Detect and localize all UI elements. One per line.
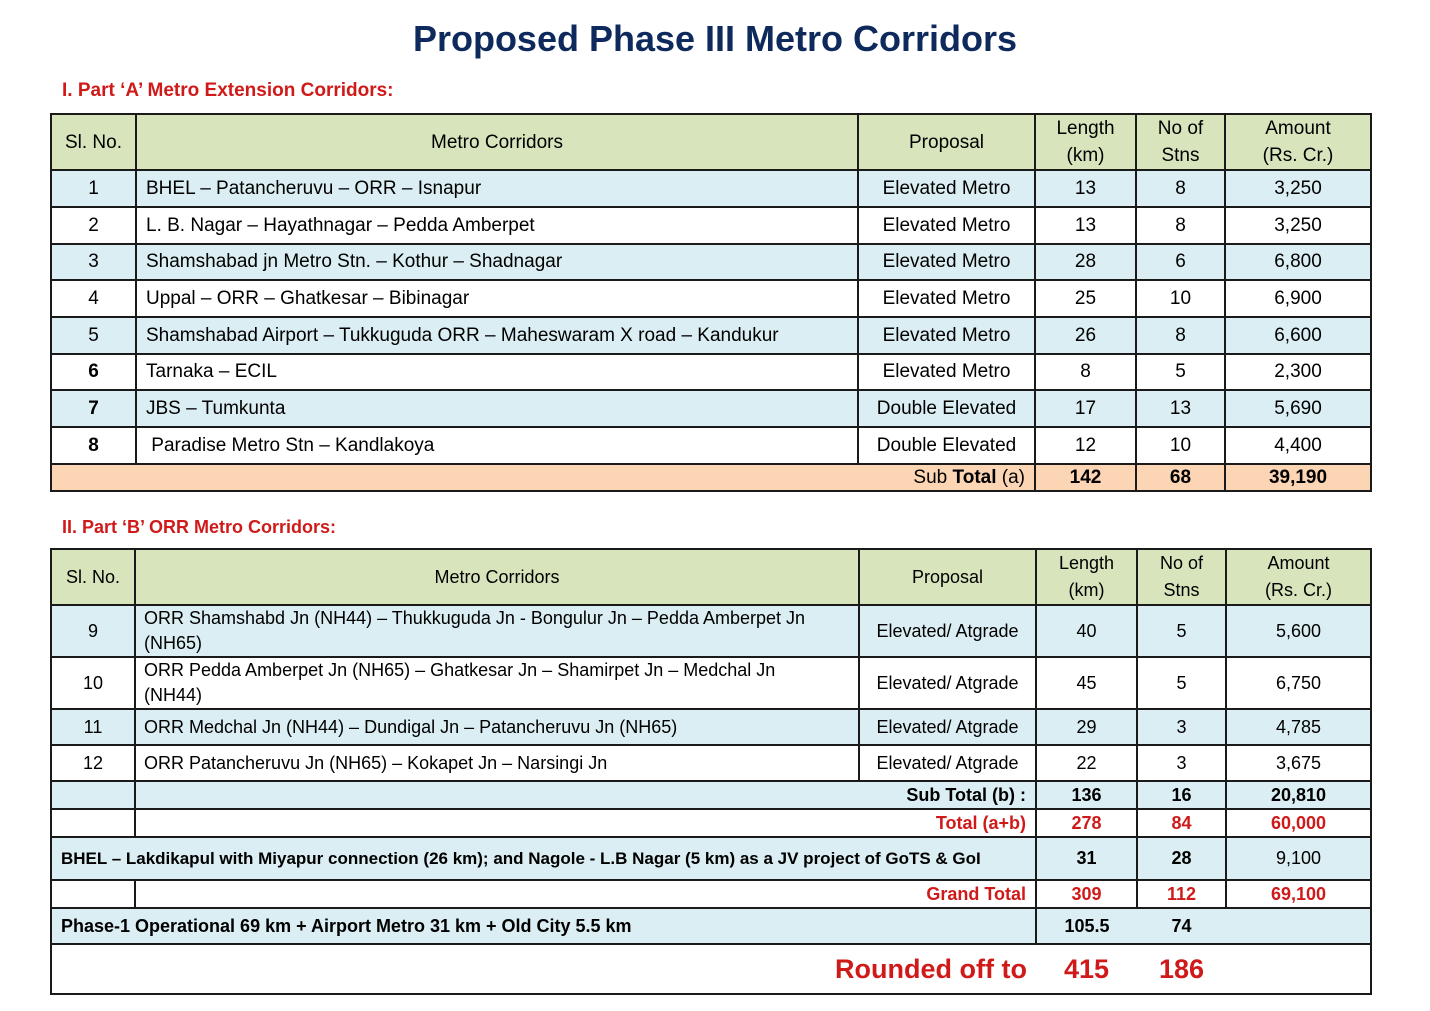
cell-sl: 2	[51, 207, 136, 244]
cell-sl: 1	[51, 170, 136, 207]
total-ab-label: Total (a+b)	[135, 809, 1036, 837]
cell-amount: 4,785	[1226, 709, 1371, 745]
cell-stns: 8	[1136, 207, 1225, 244]
subtotal-b-length: 136	[1036, 781, 1137, 809]
cell-proposal: Elevated Metro	[858, 280, 1035, 317]
cell-length: 29	[1036, 709, 1137, 745]
header-sl: Sl. No.	[51, 549, 135, 605]
cell-stns: 3	[1137, 709, 1226, 745]
header-length-line2: (km)	[1066, 145, 1105, 166]
cell-length: 26	[1035, 317, 1136, 354]
table-row	[51, 390, 1371, 427]
cell-length: 12	[1035, 427, 1136, 464]
cell-proposal: Elevated Metro	[858, 244, 1035, 280]
header-amount-line2: (Rs. Cr.)	[1265, 580, 1332, 600]
cell-corridor: BHEL – Patancheruvu – ORR – Isnapur	[136, 170, 858, 207]
header-length	[1036, 549, 1137, 605]
cell-proposal: Elevated/ Atgrade	[859, 605, 1036, 657]
cell-amount: 3,250	[1225, 207, 1371, 244]
rounded-label: Rounded off to	[51, 944, 1036, 994]
cell-proposal: Elevated Metro	[858, 354, 1035, 390]
cell-stns: 6	[1136, 244, 1225, 280]
header-stns-line2: Stns	[1163, 580, 1200, 600]
table-row	[51, 657, 1371, 709]
table-row	[51, 207, 1371, 244]
cell-corridor	[135, 605, 859, 657]
cell-length: 22	[1036, 745, 1137, 781]
cell-sl: 5	[51, 317, 136, 354]
cell-length: 13	[1035, 170, 1136, 207]
cell-corridor: Paradise Metro Stn – Kandlakoya	[136, 427, 858, 464]
cell-corridor: Uppal – ORR – Ghatkesar – Bibinagar	[136, 280, 858, 317]
page-title: Proposed Phase III Metro Corridors	[412, 18, 1018, 59]
cell-amount: 3,675	[1226, 745, 1371, 781]
header-corridors: Metro Corridors	[136, 114, 858, 170]
cell-corridor: JBS – Tumkunta	[136, 390, 858, 427]
header-stns-line2: Stns	[1161, 145, 1200, 166]
jv-project-stns: 28	[1137, 837, 1226, 880]
cell-stns: 5	[1136, 354, 1225, 390]
phase1-length: 105.5	[1036, 908, 1137, 944]
cell-length: 8	[1035, 354, 1136, 390]
grand-total-label: Grand Total	[135, 880, 1036, 908]
jv-project-row	[51, 837, 1371, 880]
cell-proposal: Elevated Metro	[858, 207, 1035, 244]
cell-corridor-line2: (NH44)	[144, 685, 203, 705]
cell-stns: 10	[1136, 280, 1225, 317]
table-row	[51, 605, 1371, 657]
subtotal-a-label	[51, 464, 1035, 491]
cell-stns: 8	[1136, 317, 1225, 354]
cell-corridor: ORR Patancheruvu Jn (NH65) – Kokapet Jn – Narsingi Jn	[135, 745, 859, 781]
cell-amount: 5,600	[1226, 605, 1371, 657]
phase1-amount-empty	[1226, 908, 1371, 944]
jv-project-length: 31	[1036, 837, 1137, 880]
header-proposal: Proposal	[859, 549, 1036, 605]
grand-total-row	[51, 880, 1371, 908]
cell-amount: 6,600	[1225, 317, 1371, 354]
cell-sl: 4	[51, 280, 136, 317]
header-stns-line1: No of	[1159, 553, 1204, 573]
cell-proposal: Double Elevated	[858, 390, 1035, 427]
phase1-row	[51, 908, 1371, 944]
table-row	[51, 280, 1371, 317]
table-row	[51, 745, 1371, 781]
cell-proposal: Elevated/ Atgrade	[859, 709, 1036, 745]
cell-corridor-line1: ORR Pedda Amberpet Jn (NH65) – Ghatkesar Jn – Shamirpet Jn – Medchal Jn	[144, 660, 776, 680]
cell-sl: 10	[51, 657, 135, 709]
total-ab-length: 278	[1036, 809, 1137, 837]
subtotal-b-amount: 20,810	[1226, 781, 1371, 809]
header-amount-line1: Amount	[1265, 118, 1331, 139]
cell-length: 25	[1035, 280, 1136, 317]
cell-stns: 5	[1137, 605, 1226, 657]
jv-project-label: BHEL – Lakdikapul with Miyapur connection (26 km); and Nagole - L.B Nagar (5 km) as a JV project of GoTS & GoI	[51, 837, 1036, 880]
cell-corridor: L. B. Nagar – Hayathnagar – Pedda Amberpet	[136, 207, 858, 244]
cell-sl: 12	[51, 745, 135, 781]
cell-amount: 6,800	[1225, 244, 1371, 280]
cell-stns: 13	[1136, 390, 1225, 427]
cell-amount: 2,300	[1225, 354, 1371, 390]
subtotal-b-stns: 16	[1137, 781, 1226, 809]
total-ab-spacer	[51, 809, 135, 837]
phase1-label: Phase-1 Operational 69 km + Airport Metro 31 km + Old City 5.5 km	[51, 908, 1036, 944]
cell-length: 28	[1035, 244, 1136, 280]
cell-amount: 4,400	[1225, 427, 1371, 464]
cell-stns: 10	[1136, 427, 1225, 464]
grand-total-amount: 69,100	[1226, 880, 1371, 908]
cell-proposal: Elevated Metro	[858, 317, 1035, 354]
header-length-line2: (km)	[1068, 580, 1105, 600]
cell-stns: 5	[1137, 657, 1226, 709]
cell-corridor-line2: (NH65)	[144, 633, 203, 653]
cell-stns: 8	[1136, 170, 1225, 207]
header-corridors: Metro Corridors	[135, 549, 859, 605]
header-stns	[1137, 549, 1226, 605]
subtotal-a-row	[51, 464, 1371, 491]
cell-sl: 3	[51, 244, 136, 280]
cell-corridor	[135, 657, 859, 709]
cell-sl: 11	[51, 709, 135, 745]
subtotal-b-label: Sub Total (b) :	[135, 781, 1036, 809]
table-row	[51, 354, 1371, 390]
cell-length: 40	[1036, 605, 1137, 657]
cell-corridor: ORR Medchal Jn (NH44) – Dundigal Jn – Patancheruvu Jn (NH65)	[135, 709, 859, 745]
cell-amount: 3,250	[1225, 170, 1371, 207]
header-amount	[1226, 549, 1371, 605]
header-length-line1: Length	[1058, 553, 1115, 573]
header-amount-line2: (Rs. Cr.)	[1262, 145, 1334, 166]
header-sl: Sl. No.	[51, 114, 136, 170]
part-b-table	[50, 548, 1372, 995]
cell-sl: 9	[51, 605, 135, 657]
cell-amount: 5,690	[1225, 390, 1371, 427]
part-a-heading: I. Part ‘A’ Metro Extension Corridors:	[62, 80, 394, 101]
cell-sl: 6	[51, 354, 136, 390]
cell-amount: 6,900	[1225, 280, 1371, 317]
subtotal-a-length: 142	[1035, 464, 1136, 491]
header-proposal: Proposal	[858, 114, 1035, 170]
total-ab-stns: 84	[1137, 809, 1226, 837]
cell-corridor: Shamshabad Airport – Tukkuguda ORR – Maheswaram X road – Kandukur	[136, 317, 858, 354]
table-header-row	[51, 549, 1371, 605]
rounded-stns: 186	[1137, 944, 1226, 994]
subtotal-label-pre: Sub	[913, 466, 953, 488]
cell-length: 17	[1035, 390, 1136, 427]
rounded-row	[51, 944, 1371, 994]
table-row	[51, 709, 1371, 745]
subtotal-b-spacer	[51, 781, 135, 809]
subtotal-label-bold: Total	[952, 466, 997, 488]
cell-proposal: Elevated/ Atgrade	[859, 745, 1036, 781]
cell-length: 45	[1036, 657, 1137, 709]
cell-stns: 3	[1137, 745, 1226, 781]
rounded-amount-empty	[1226, 944, 1371, 994]
subtotal-b-row	[51, 781, 1371, 809]
part-b-heading: II. Part ‘B’ ORR Metro Corridors:	[62, 517, 337, 537]
subtotal-a-stns: 68	[1136, 464, 1225, 491]
cell-amount: 6,750	[1226, 657, 1371, 709]
table-row	[51, 244, 1371, 280]
header-length-line1: Length	[1056, 118, 1115, 139]
cell-proposal: Double Elevated	[858, 427, 1035, 464]
rounded-length: 415	[1036, 944, 1137, 994]
table-header-row	[51, 114, 1371, 170]
subtotal-label-post: (a)	[996, 466, 1025, 488]
table-row	[51, 170, 1371, 207]
header-stns-line1: No of	[1157, 118, 1204, 139]
table-row	[51, 317, 1371, 354]
cell-corridor: Tarnaka – ECIL	[136, 354, 858, 390]
total-ab-amount: 60,000	[1226, 809, 1371, 837]
table-row	[51, 427, 1371, 464]
grand-total-spacer	[51, 880, 135, 908]
grand-total-length: 309	[1036, 880, 1137, 908]
cell-sl: 8	[51, 427, 136, 464]
header-length	[1035, 114, 1136, 170]
header-stns	[1136, 114, 1225, 170]
total-ab-row	[51, 809, 1371, 837]
cell-proposal: Elevated/ Atgrade	[859, 657, 1036, 709]
cell-corridor-line1: ORR Shamshabd Jn (NH44) – Thukkuguda Jn - Bongulur Jn – Pedda Amberpet Jn	[144, 608, 806, 628]
grand-total-stns: 112	[1137, 880, 1226, 908]
cell-corridor: Shamshabad jn Metro Stn. – Kothur – Shadnagar	[136, 244, 858, 280]
part-a-table	[50, 113, 1372, 492]
header-amount-line1: Amount	[1267, 553, 1330, 573]
phase1-stns: 74	[1137, 908, 1226, 944]
jv-project-amount: 9,100	[1226, 837, 1371, 880]
cell-length: 13	[1035, 207, 1136, 244]
header-amount	[1225, 114, 1371, 170]
cell-proposal: Elevated Metro	[858, 170, 1035, 207]
cell-sl: 7	[51, 390, 136, 427]
subtotal-a-amount: 39,190	[1225, 464, 1371, 491]
